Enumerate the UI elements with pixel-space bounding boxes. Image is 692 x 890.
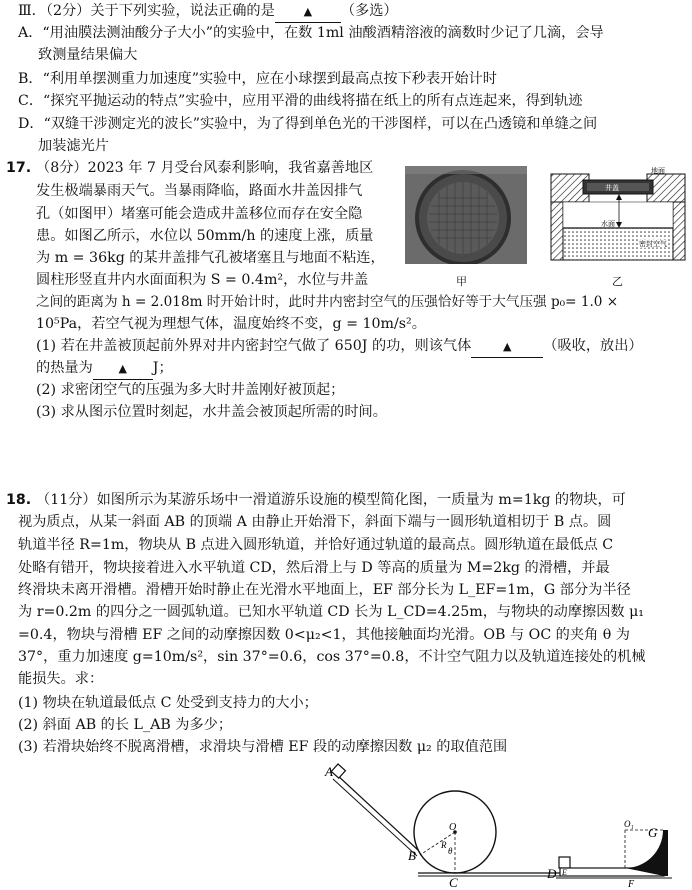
q3-option-b: B．“利用单摆测重力加速度”实验中，应在小球摆到最高点按下秒表开始计时 — [18, 71, 497, 87]
q3-stem: Ⅲ．（2分）关于下列实验，说法正确的是 — [18, 3, 275, 19]
q18-line-6: 为 r=0.2m 的四分之一圆弧轨道。已知水平轨道 CD 长为 L_CD=4.25m，与物块的动摩擦因数 μ₁ — [18, 604, 644, 620]
triangle-mark: ▲ — [303, 5, 313, 18]
figure-yi-label: 乙 — [612, 275, 623, 288]
label-miji: 密封空气 — [639, 240, 667, 248]
label-g: G — [648, 825, 658, 840]
label-theta: θ — [448, 846, 453, 856]
label-f: F — [628, 879, 635, 890]
figure-jia-label: 甲 — [456, 275, 467, 288]
label-dimian: 地面 — [651, 167, 665, 175]
q3-option-c: C．“探究平抛运动的特点”实验中，应用平滑的曲线将描在纸上的所有点连起来，得到轨迹 — [18, 93, 583, 109]
label-jinggai: 井盖 — [605, 184, 619, 192]
q17-line-6: 圆柱形竖直井内水面面积为 S = 0.4m²，水位与井盖 — [36, 272, 369, 288]
q17-sub3: (3) 求从图示位置时刻起，水井盖会被顶起所需的时间。 — [36, 404, 387, 420]
q17-sub1-text: (1) 若在井盖被顶起前外界对井内密封空气做了 650J 的功，则该气体 — [36, 338, 472, 354]
q18-line-2: 视为质点，从某一斜面 AB 的顶端 A 由静止开始滑下，斜面下端与一圆形轨道相切于 B 点。圆 — [18, 514, 612, 530]
q18-line-1: （11分）如图所示为某游乐场中一滑道游乐设施的模型简化图，一质量为 m=1kg 的物块，可 — [36, 492, 626, 508]
label-o: O — [449, 822, 457, 833]
q18-line-9: 能损失。求： — [18, 671, 104, 687]
q18-line-5: 终滑块未离开滑槽。滑槽开始时静止在光滑水平地面上，EF 部分长为 L_EF=1m，G 部分为半径 — [18, 582, 631, 598]
q18-line-7: =0.4，物块与滑槽 EF 之间的动摩擦因数 0<μ₂<1，其他接触面均光滑。OB 与 OC 的夹角 θ 为 — [18, 627, 630, 643]
q17-line-7: 之间的距离为 h = 2.018m 时开始计时，此时井内密封空气的压强恰好等于大气压强 p₀= 1.0 × — [36, 294, 619, 310]
q17-sub1-choice: （吸收，放出） — [543, 338, 643, 354]
q17-sub1-unit: J； — [152, 360, 173, 376]
figure-q18-track — [0, 760, 692, 890]
q17-line-3: 孔（如图甲）堵塞可能会造成井盖移位而存在安全隐 — [36, 206, 363, 222]
q18-sub3: (3) 若滑块始终不脱离滑槽，求滑块与滑槽 EF 段的动摩擦因数 μ₂ 的取值范围 — [18, 739, 508, 755]
label-r: R — [441, 840, 447, 850]
label-c: C — [449, 875, 458, 890]
figure-jia-manhole-photo — [405, 166, 527, 264]
label-d: D — [547, 866, 557, 881]
block-a — [331, 764, 345, 778]
q17-sub1-blank-2[interactable] — [93, 358, 153, 380]
label-e: E — [562, 868, 567, 877]
block-d — [559, 857, 570, 868]
q17-line-8: 10⁵Pa，若空气视为理想气体，温度始终不变，g = 10m/s²。 — [36, 316, 426, 332]
q18-number: 18. — [6, 492, 32, 508]
q18-line-4: 处略有错开，物块接着进入水平轨道 CD，然后滑上与 D 等高的质量为 M=2kg 的滑槽，并最 — [18, 560, 610, 576]
q17-line-1: （8分）2023 年 7 月受台风泰利影响，我省嘉善地区 — [36, 160, 374, 176]
q18-line-3: 轨道半径 R=1m，物块从 B 点进入圆形轨道，并恰好通过轨道的最高点。圆形轨道在最低点 C — [18, 537, 614, 553]
q17-line-4: 患。如图乙所示，水位以 50mm/h 的速度上涨，质量 — [36, 228, 374, 244]
q17-sub1-line-2 — [36, 358, 173, 380]
q3-suffix: （多选） — [340, 3, 398, 19]
q17-sub1-text-2: 的热量为 — [36, 360, 93, 376]
q3-option-d: D．“双缝干涉测定光的波长”实验中，为了得到单色光的干涉图样，可以在凸透镜和单缝之间 — [18, 116, 598, 132]
incline-ab — [336, 774, 418, 850]
label-b: B — [408, 848, 416, 863]
q3-option-d-cont: 加装滤光片 — [38, 138, 109, 154]
arc-g — [625, 830, 668, 876]
q3-answer-blank[interactable] — [275, 1, 341, 23]
label-shuimian: 水面 — [601, 220, 615, 228]
q3-stem-line — [18, 1, 398, 23]
triangle-mark: ▲ — [503, 340, 512, 353]
label-o1: O₁ — [624, 819, 634, 829]
q17-number: 17. — [6, 160, 32, 176]
q17-sub1-blank-1[interactable] — [471, 336, 543, 358]
q18-sub1: (1) 物块在轨道最低点 C 处受到支持力的大小； — [18, 695, 318, 711]
figure-yi-well-diagram — [547, 166, 689, 264]
q18-line-8: 37°，重力加速度 g=10m/s²，sin 37°=0.6，cos 37°=0.8，不计空气阻力以及轨道连接处的机械 — [18, 649, 646, 665]
triangle-mark: ▲ — [118, 362, 127, 375]
q3-option-a: A．“用油膜法测油酸分子大小”的实验中，在数 1ml 油酸酒精溶液的滴数时少记了几滴，会导 — [18, 25, 604, 41]
q3-option-a-cont: 致测量结果偏大 — [38, 47, 138, 63]
q17-line-5: 为 m = 36kg 的某井盖排气孔被堵塞且与地面不粘连， — [36, 250, 385, 266]
label-a: A — [325, 764, 333, 779]
q17-sub2: (2) 求密闭空气的压强为多大时井盖刚好被顶起； — [36, 382, 345, 398]
q17-line-2: 发生极端暴雨天气。当暴雨降临，路面水井盖因排气 — [36, 183, 363, 199]
q17-sub1-line — [36, 336, 643, 358]
q18-sub2: (2) 斜面 AB 的长 L_AB 为多少； — [18, 717, 233, 733]
